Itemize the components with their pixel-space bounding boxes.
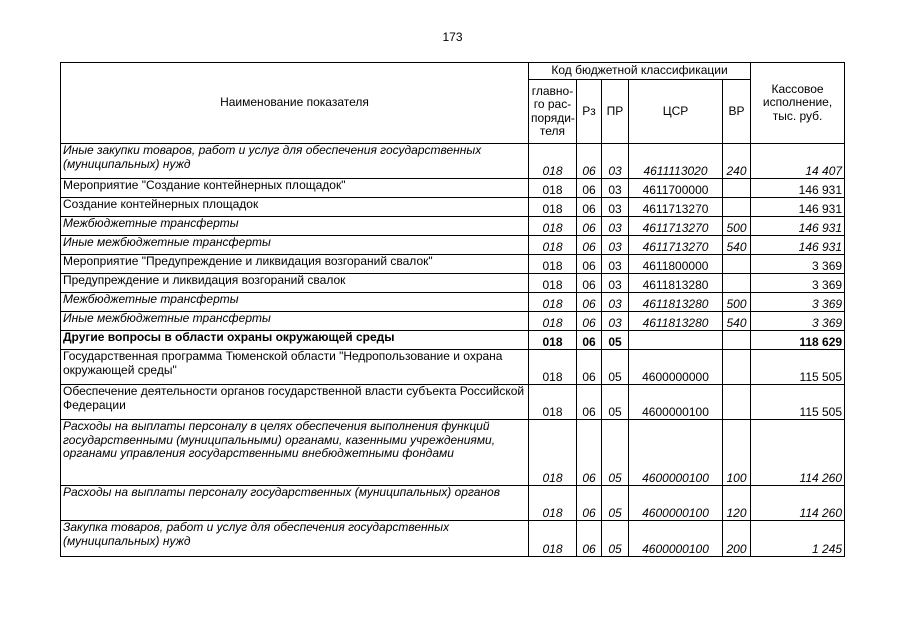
row-name: Иные закупки товаров, работ и услуг для обеспечения государственных (муниципальных) нужд [61, 144, 529, 179]
row-rz: 06 [577, 312, 602, 331]
row-rz: 06 [577, 331, 602, 350]
row-name: Мероприятие "Создание контейнерных площадок" [61, 179, 529, 198]
row-name: Иные межбюджетные трансферты [61, 236, 529, 255]
row-csr: 4600000000 [629, 350, 723, 385]
row-admin-code: 018 [529, 198, 577, 217]
row-admin-code: 018 [529, 486, 577, 521]
row-vr: 100 [723, 420, 751, 486]
row-amount: 3 369 [751, 293, 845, 312]
row-admin-code: 018 [529, 312, 577, 331]
row-rz: 06 [577, 217, 602, 236]
row-name: Обеспечение деятельности органов государственной власти субъекта Российской Федерации [61, 385, 529, 420]
row-vr [723, 179, 751, 198]
row-pr: 03 [602, 179, 629, 198]
row-admin-code: 018 [529, 331, 577, 350]
row-rz: 06 [577, 144, 602, 179]
table-row [61, 293, 845, 312]
row-pr: 03 [602, 217, 629, 236]
row-csr: 4611113020 [629, 144, 723, 179]
row-admin-code: 018 [529, 420, 577, 486]
row-csr: 4611813280 [629, 274, 723, 293]
row-name: Государственная программа Тюменской области "Недропользование и охрана окружающей среды" [61, 350, 529, 385]
row-pr: 03 [602, 293, 629, 312]
row-name: Расходы на выплаты персоналу в целях обеспечения выполнения функций государственными (муниципальными) органами, казенными учреждениями, органами управления государственными внебюджетными фондами [61, 420, 529, 486]
row-amount: 118 629 [751, 331, 845, 350]
row-amount: 3 369 [751, 274, 845, 293]
row-vr: 500 [723, 293, 751, 312]
row-name: Предупреждение и ликвидация возгораний свалок [61, 274, 529, 293]
row-csr: 4611713270 [629, 236, 723, 255]
row-csr: 4600000100 [629, 486, 723, 521]
table-row [61, 236, 845, 255]
row-pr: 05 [602, 331, 629, 350]
row-name: Закупка товаров, работ и услуг для обеспечения государственных (муниципальных) нужд [61, 521, 529, 557]
row-pr: 05 [602, 420, 629, 486]
row-csr: 4611800000 [629, 255, 723, 274]
row-name: Межбюджетные трансферты [61, 217, 529, 236]
table-row [61, 312, 845, 331]
row-amount: 114 260 [751, 486, 845, 521]
row-rz: 06 [577, 198, 602, 217]
row-pr: 03 [602, 236, 629, 255]
row-vr: 120 [723, 486, 751, 521]
row-rz: 06 [577, 293, 602, 312]
row-rz: 06 [577, 236, 602, 255]
row-amount: 115 505 [751, 350, 845, 385]
row-admin-code: 018 [529, 385, 577, 420]
row-name: Другие вопросы в области охраны окружающей среды [61, 331, 529, 350]
row-admin-code: 018 [529, 255, 577, 274]
row-csr: 4600000100 [629, 521, 723, 557]
row-pr: 03 [602, 274, 629, 293]
row-csr [629, 331, 723, 350]
row-pr: 05 [602, 486, 629, 521]
row-csr: 4611713270 [629, 198, 723, 217]
header-vr: ВР [723, 80, 751, 144]
row-rz: 06 [577, 255, 602, 274]
header-name: Наименование показателя [61, 63, 529, 144]
row-admin-code: 018 [529, 236, 577, 255]
table-row [61, 144, 845, 179]
row-vr: 500 [723, 217, 751, 236]
row-admin-code: 018 [529, 217, 577, 236]
row-vr: 540 [723, 236, 751, 255]
row-pr: 03 [602, 312, 629, 331]
row-amount: 3 369 [751, 255, 845, 274]
row-name: Мероприятие "Предупреждение и ликвидация возгораний свалок" [61, 255, 529, 274]
row-amount: 3 369 [751, 312, 845, 331]
row-rz: 06 [577, 179, 602, 198]
row-pr: 03 [602, 255, 629, 274]
row-csr: 4611813280 [629, 293, 723, 312]
row-vr [723, 274, 751, 293]
row-amount: 14 407 [751, 144, 845, 179]
row-rz: 06 [577, 274, 602, 293]
table-row [61, 179, 845, 198]
row-pr: 05 [602, 385, 629, 420]
row-rz: 06 [577, 420, 602, 486]
table-row [61, 486, 845, 521]
row-pr: 05 [602, 521, 629, 557]
header-amount: Кассовое исполнение, тыс. руб. [751, 63, 845, 144]
row-name: Расходы на выплаты персоналу государственных (муниципальных) органов [61, 486, 529, 521]
header-rz: Рз [577, 80, 602, 144]
row-rz: 06 [577, 486, 602, 521]
header-csr: ЦСР [629, 80, 723, 144]
row-rz: 06 [577, 350, 602, 385]
row-amount: 115 505 [751, 385, 845, 420]
table-body [61, 144, 845, 557]
row-vr [723, 198, 751, 217]
table-row [61, 385, 845, 420]
table-row [61, 255, 845, 274]
header-pr: ПР [602, 80, 629, 144]
table-row [61, 331, 845, 350]
row-csr: 4611713270 [629, 217, 723, 236]
row-vr: 540 [723, 312, 751, 331]
table-row [61, 521, 845, 557]
row-admin-code: 018 [529, 293, 577, 312]
budget-table [60, 62, 845, 557]
table-row [61, 198, 845, 217]
row-amount: 146 931 [751, 236, 845, 255]
row-vr [723, 331, 751, 350]
row-vr: 240 [723, 144, 751, 179]
row-vr [723, 350, 751, 385]
row-csr: 4611813280 [629, 312, 723, 331]
row-csr: 4611700000 [629, 179, 723, 198]
row-amount: 146 931 [751, 198, 845, 217]
row-name: Создание контейнерных площадок [61, 198, 529, 217]
row-amount: 1 245 [751, 521, 845, 557]
row-csr: 4600000100 [629, 385, 723, 420]
row-name: Межбюджетные трансферты [61, 293, 529, 312]
table-row [61, 420, 845, 486]
row-name: Иные межбюджетные трансферты [61, 312, 529, 331]
header-admin: главно-го рас-поряди-теля [529, 80, 577, 144]
row-csr: 4600000100 [629, 420, 723, 486]
row-admin-code: 018 [529, 179, 577, 198]
row-admin-code: 018 [529, 274, 577, 293]
row-vr [723, 385, 751, 420]
row-pr: 03 [602, 144, 629, 179]
row-admin-code: 018 [529, 350, 577, 385]
row-vr: 200 [723, 521, 751, 557]
table-row [61, 217, 845, 236]
row-rz: 06 [577, 521, 602, 557]
row-pr: 03 [602, 198, 629, 217]
row-admin-code: 018 [529, 521, 577, 557]
row-amount: 146 931 [751, 179, 845, 198]
table-row [61, 350, 845, 385]
header-code-group: Код бюджетной классификации [529, 63, 751, 80]
row-rz: 06 [577, 385, 602, 420]
row-vr [723, 255, 751, 274]
row-amount: 114 260 [751, 420, 845, 486]
page-number: 173 [442, 30, 463, 44]
row-admin-code: 018 [529, 144, 577, 179]
row-amount: 146 931 [751, 217, 845, 236]
table-row [61, 274, 845, 293]
row-pr: 05 [602, 350, 629, 385]
